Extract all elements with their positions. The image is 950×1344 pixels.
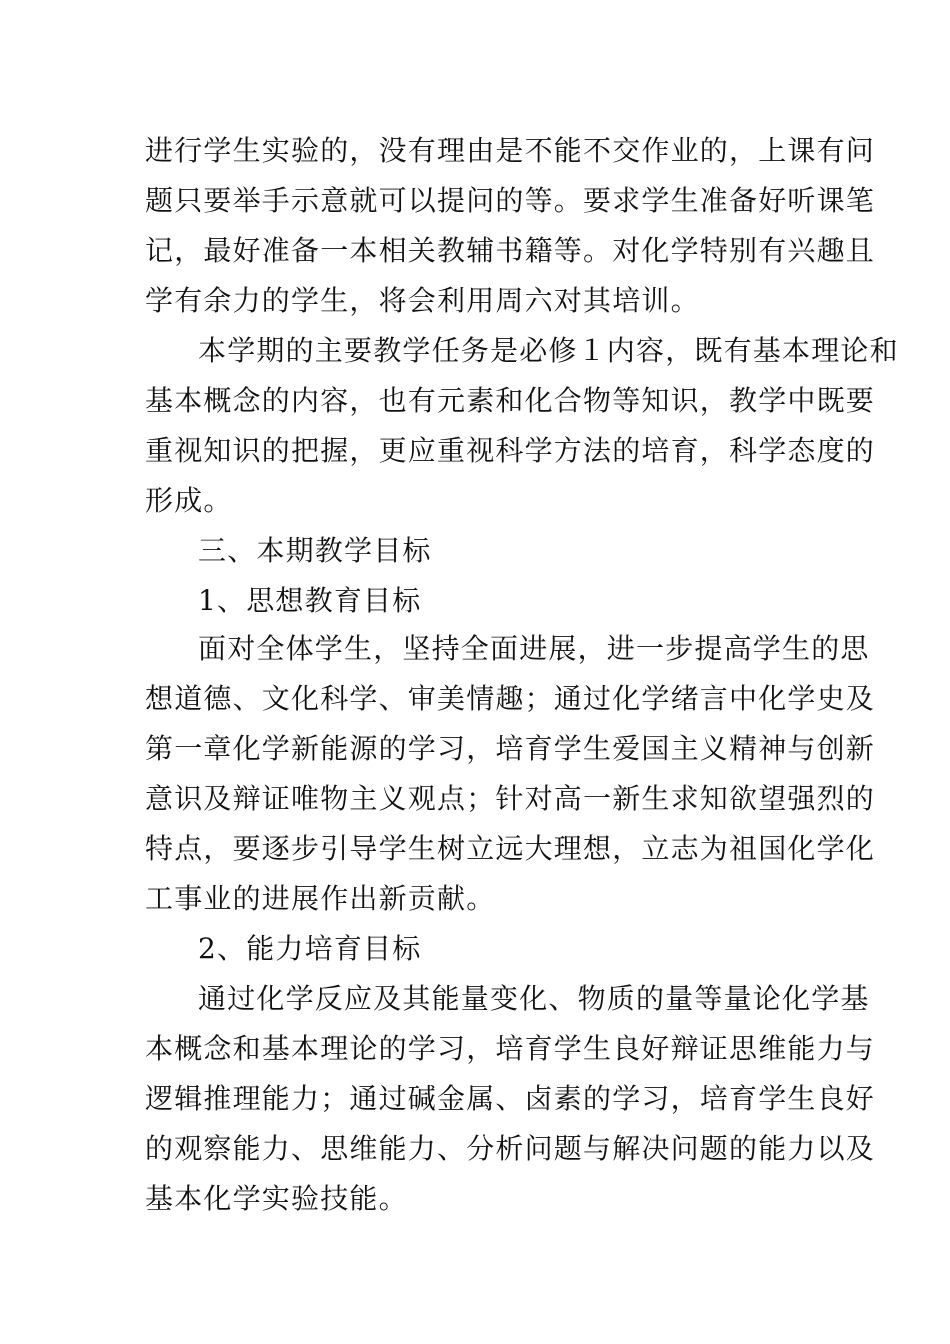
paragraph-line: 通过化学反应及其能量变化、物质的量等量论化学基 [198,982,870,1015]
subsection-heading: 2、能力培育目标 [198,932,422,965]
paragraph-line: 工事业的进展作出新贡献。 [145,882,496,915]
paragraph-line: 重视知识的把握，更应重视科学方法的培育，科学态度的 [145,434,876,467]
paragraph-line: 形成。 [145,484,233,517]
paragraph-line: 的观察能力、思维能力、分析问题与解决问题的能力以及 [145,1132,876,1165]
paragraph-line: 特点，要逐步引导学生树立远大理想，立志为祖国化学化 [145,832,876,865]
subsection-heading: 1、思想教育目标 [198,584,422,617]
paragraph-line: 面对全体学生，坚持全面进展，进一步提高学生的思 [198,632,870,665]
paragraph-line: 记，最好准备一本相关教辅书籍等。对化学特别有兴趣且 [145,234,876,267]
paragraph-line: 想道德、文化科学、审美情趣；通过化学绪言中化学史及 [145,682,876,715]
paragraph-line: 本概念和基本理论的学习，培育学生良好辩证思维能力与 [145,1032,876,1065]
paragraph-line: 逻辑推理能力；通过碱金属、卤素的学习，培育学生良好 [145,1082,876,1115]
paragraph-line: 进行学生实验的，没有理由是不能不交作业的，上课有问 [145,134,876,167]
paragraph-line: 学有余力的学生，将会利用周六对其培训。 [145,284,700,317]
paragraph-line: 基本概念的内容，也有元素和化合物等知识，教学中既要 [145,384,876,417]
paragraph-line: 意识及辩证唯物主义观点；针对高一新生求知欲望强烈的 [145,782,876,815]
paragraph-line: 第一章化学新能源的学习，培育学生爱国主义精神与创新 [145,732,876,765]
paragraph-line: 本学期的主要教学任务是必修１内容，既有基本理论和 [198,334,899,367]
paragraph-line: 基本化学实验技能。 [145,1182,408,1215]
paragraph-line: 题只要举手示意就可以提问的等。要求学生准备好听课笔 [145,184,876,217]
section-heading: 三、本期教学目标 [198,534,432,567]
